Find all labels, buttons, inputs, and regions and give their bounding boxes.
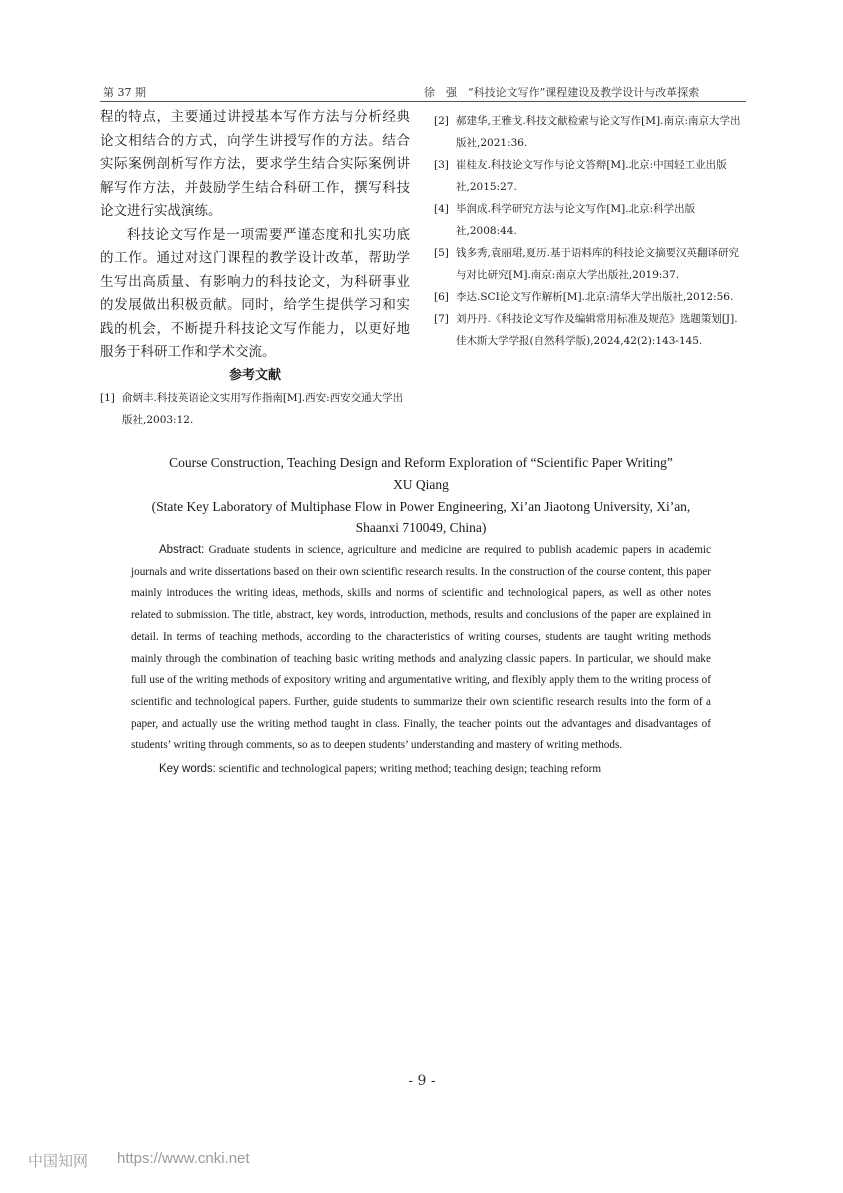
right-column <box>434 110 748 352</box>
abstract-text: Graduate students in science, agriculture and medicine are required to publish academic papers in academic journals and write dissertations based on their own scientific research results. In the construction of the course content, this paper mainly introduces the writing ideas, methods, skills and norms of scientific and technological papers, as well as other notes related to submission. The title, abstract, key words, introduction, methods, results and conclusions of the paper are explained in detail. In terms of teaching methods, according to the characteristics of writing courses, students are taught writing methods mainly through the combination of teaching basic writing methods and analyzing classic papers. In particular, we should make full use of the writing methods of expository writing and argumentative writing, and flexibly apply them to the writing process of scientific and technological papers. Further, guide students to summarize their own scientific research results into the form of a paper, and actually use the writing method taught in class. Finally, the teacher points out the advantages and disadvantages of students’ writing through comments, so as to deepen students’ understanding and mastery of writing methods. <box>131 544 711 752</box>
reference-item: [1] 俞炳丰.科技英语论文实用写作指南[M].西安:西安交通大学出版社,2003:12. <box>100 391 404 426</box>
keywords-text: scientific and technological papers; writing method; teaching design; teaching reform <box>218 763 602 776</box>
reference-item: [3] 崔桂友.科技论文写作与论文答辩[M].北京:中国轻工业出版社,2015:27. <box>434 159 727 193</box>
cnki-url[interactable]: https://www.cnki.net <box>117 1150 250 1167</box>
english-author: XU Qiang <box>393 477 449 492</box>
keywords-label: Key words: <box>159 763 216 776</box>
page-number: - 9 - <box>408 1073 436 1089</box>
references-title: 参考文献 <box>228 367 281 383</box>
running-title: 徐 强 “科技论文写作”课程建设及教学设计与改革探索 <box>424 86 700 99</box>
body-paragraph-1: 程的特点，主要通过讲授基本写作方法与分析经典论文相结合的方式，向学生讲授写作的方法。结合实际案例剖析写作方法，要求学生结合实际案例讲解写作方法，并鼓励学生结合科研工作，撰写科技论文进行实战演练。 <box>100 109 410 219</box>
reference-item: [4] 毕润成.科学研究方法与论文写作[M].北京:科学出版社,2008:44. <box>434 203 696 237</box>
abstract-label: Abstract: <box>159 544 205 556</box>
english-affiliation: (State Key Laboratory of Multiphase Flow in Power Engineering, Xi’an Jiaotong University, Xi’an, Shaanxi 710049, China) <box>151 499 691 535</box>
issue-number: 第 37 期 <box>103 86 146 99</box>
cnki-logo: 中国知网 <box>28 1152 89 1170</box>
english-keywords <box>131 759 711 780</box>
reference-item: [7] 刘丹丹.《科技论文写作及编辑常用标准及规范》选题策划[J].佳木斯大学学报(自然科学版),2024,42(2):143-145. <box>434 313 738 347</box>
english-abstract <box>131 540 711 757</box>
reference-item: [6] 李达.SCI论文写作解析[M].北京:清华大学出版社,2012:56. <box>434 291 734 303</box>
english-title: Course Construction, Teaching Design and Reform Exploration of “Scientific Paper Writing” <box>169 455 673 470</box>
reference-item: [2] 郝建华,王雅戈.科技文献检索与论文写作[M].南京:南京大学出版社,2021:36. <box>434 115 741 149</box>
left-column <box>100 106 410 431</box>
english-abstract-block <box>131 452 711 780</box>
header-rule <box>100 101 746 102</box>
body-paragraph-2: 科技论文写作是一项需要严谨态度和扎实功底的工作。通过对这门课程的教学设计改革，帮助学生写出高质量、有影响力的科技论文，为科研事业的发展做出积极贡献。同时，给学生提供学习和实践的机会，不断提升科技论文写作能力，以更好地服务于科研工作和学术交流。 <box>100 226 410 360</box>
reference-item: [5] 钱多秀,袁丽珺,夏历.基于语料库的科技论文摘要汉英翻译研究与对比研究[M].南京:南京大学出版社,2019:37. <box>434 247 740 281</box>
